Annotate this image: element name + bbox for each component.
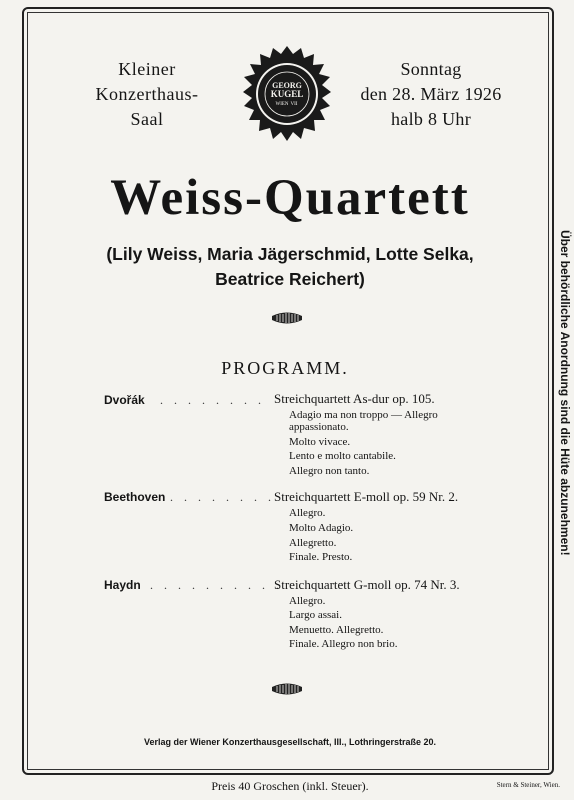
printer-seal-logo bbox=[237, 44, 337, 144]
movement: Finale. Allegro non brio. bbox=[289, 638, 398, 650]
movement: Allegro. bbox=[289, 507, 326, 519]
movement: Menuetto. Allegretto. bbox=[289, 624, 384, 636]
publisher-line: Verlag der Wiener Konzerthausgesellschaft, III., Lothringerstraße 20. bbox=[143, 737, 436, 747]
seal-text-4: VII bbox=[290, 102, 298, 107]
venue-line-3: Saal bbox=[130, 109, 164, 129]
date bbox=[340, 57, 522, 132]
seal-text-3: WIEN bbox=[275, 102, 289, 107]
date-line-3: halb 8 Uhr bbox=[391, 109, 471, 129]
seal-text-1: GEORG bbox=[272, 81, 302, 90]
movement: Adagio ma non troppo — Allegro bbox=[289, 409, 438, 421]
movement: Allegro. bbox=[289, 595, 326, 607]
program-heading: PROGRAMM. bbox=[221, 358, 349, 378]
leader-dots: . . . . . . . . . . bbox=[150, 578, 283, 592]
movement: Allegro non tanto. bbox=[289, 465, 370, 477]
work-dvorak: Streichquartett As-dur op. 105. bbox=[274, 391, 435, 406]
leader-dots: . . . . . . . . bbox=[170, 490, 275, 504]
work-haydn: Streichquartett G-moll op. 74 Nr. 3. bbox=[274, 577, 460, 592]
ornament-bottom bbox=[270, 682, 304, 696]
ornament-top bbox=[270, 311, 304, 325]
ensemble-members bbox=[60, 242, 520, 292]
date-line-2: den 28. März 1926 bbox=[360, 84, 502, 104]
venue-line-1: Kleiner bbox=[118, 59, 176, 79]
members-line-1: (Lily Weiss, Maria Jägerschmid, Lotte Selka, bbox=[106, 244, 474, 264]
work-beethoven: Streichquartett E-moll op. 59 Nr. 2. bbox=[274, 489, 459, 504]
composer-beethoven: Beethoven bbox=[104, 490, 166, 504]
concert-title: Weiss-Quartett bbox=[110, 170, 470, 226]
price-line: Preis 40 Groschen (inkl. Steuer). bbox=[211, 779, 369, 793]
date-line-1: Sonntag bbox=[400, 59, 462, 79]
movement: Largo assai. bbox=[289, 609, 342, 621]
venue-line-2: Konzerthaus- bbox=[95, 84, 199, 104]
seal-text-2: KUGEL bbox=[270, 89, 304, 99]
venue bbox=[72, 57, 222, 132]
movement: Allegretto. bbox=[289, 537, 337, 549]
composer-haydn: Haydn bbox=[104, 578, 141, 592]
movement: Finale. Presto. bbox=[289, 551, 353, 563]
movement: Molto vivace. bbox=[289, 436, 351, 448]
composer-dvorak: Dvořák bbox=[104, 393, 145, 407]
side-note-hats: Über behördliche Anordnung sind die Hüte abzunehmen! bbox=[558, 230, 572, 556]
movement: appassionato. bbox=[289, 421, 349, 433]
movement: Lento e molto cantabile. bbox=[289, 450, 396, 462]
members-line-2: Beatrice Reichert) bbox=[215, 269, 365, 289]
movement: Molto Adagio. bbox=[289, 522, 354, 534]
leader-dots: . . . . . . . . bbox=[160, 393, 265, 407]
printer-credit: Stern & Steiner, Wien. bbox=[496, 781, 560, 789]
